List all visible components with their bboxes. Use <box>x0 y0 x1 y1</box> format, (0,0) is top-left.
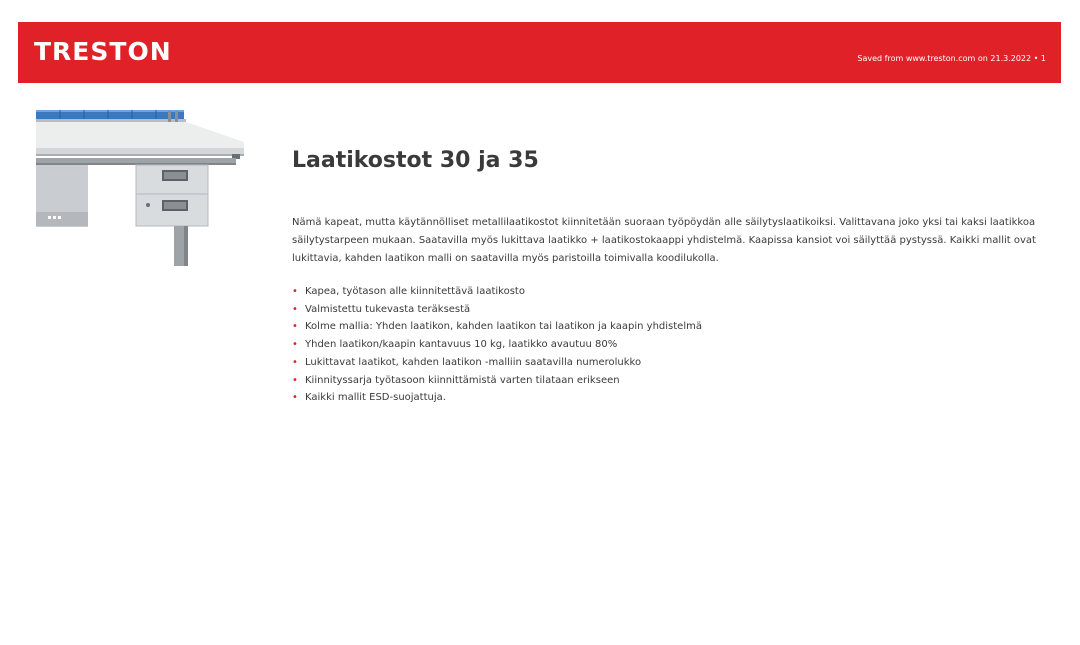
feature-text: Lukittavat laatikot, kahden laatikon -malliin saatavilla numerolukko <box>305 356 642 368</box>
list-item <box>292 354 702 372</box>
product-description: Nämä kapeat, mutta käytännölliset metallilaatikostot kiinnitetään suoraan työpöydän alle säilytyslaatikoiksi. Valittavana joko yksi tai kaksi laatikkoa säilytystarpeen mukaan. Saatavilla myös lukittava laatikko + laatikostokaappi yhdistelmä. Kaapissa kansiot voi säilyttää pystyssä. Kaikki mallit ovat lukittavia, kahden laatikon malli on saatavilla myös paristoilla toimivalla koodilukolla. <box>292 217 1036 264</box>
list-item <box>292 283 702 301</box>
list-item <box>292 372 702 390</box>
feature-text: Valmistettu tukevasta teräksestä <box>305 303 471 315</box>
product-image <box>36 108 244 268</box>
list-item <box>292 336 702 354</box>
feature-text: Kolme mallia: Yhden laatikon, kahden laatikon tai laatikon ja kaapin yhdistelmä <box>305 321 702 333</box>
bullet-icon: • <box>292 339 298 351</box>
bullet-icon: • <box>292 374 298 386</box>
feature-text: Kiinnityssarja työtasoon kiinnittämistä varten tilataan erikseen <box>305 374 620 386</box>
header-banner <box>18 22 1061 83</box>
list-item <box>292 389 702 407</box>
list-item <box>292 318 702 336</box>
bullet-icon: • <box>292 321 298 333</box>
saved-from-note: Saved from www.treston.com on 21.3.2022 • 1 <box>857 54 1046 63</box>
bullet-icon: • <box>292 356 298 368</box>
bullet-icon: • <box>292 392 298 404</box>
feature-text: Kapea, työtason alle kiinnitettävä laatikosto <box>305 286 525 297</box>
feature-text: Kaikki mallit ESD-suojattuja. <box>305 392 446 404</box>
feature-list <box>292 283 702 407</box>
bullet-icon: • <box>292 286 298 297</box>
treston-logo: TRESTON <box>34 37 172 66</box>
feature-text: Yhden laatikon/kaapin kantavuus 10 kg, laatikko avautuu 80% <box>305 339 618 351</box>
list-item <box>292 301 702 319</box>
page-title: Laatikostot 30 ja 35 <box>292 148 539 173</box>
bullet-icon: • <box>292 303 298 315</box>
